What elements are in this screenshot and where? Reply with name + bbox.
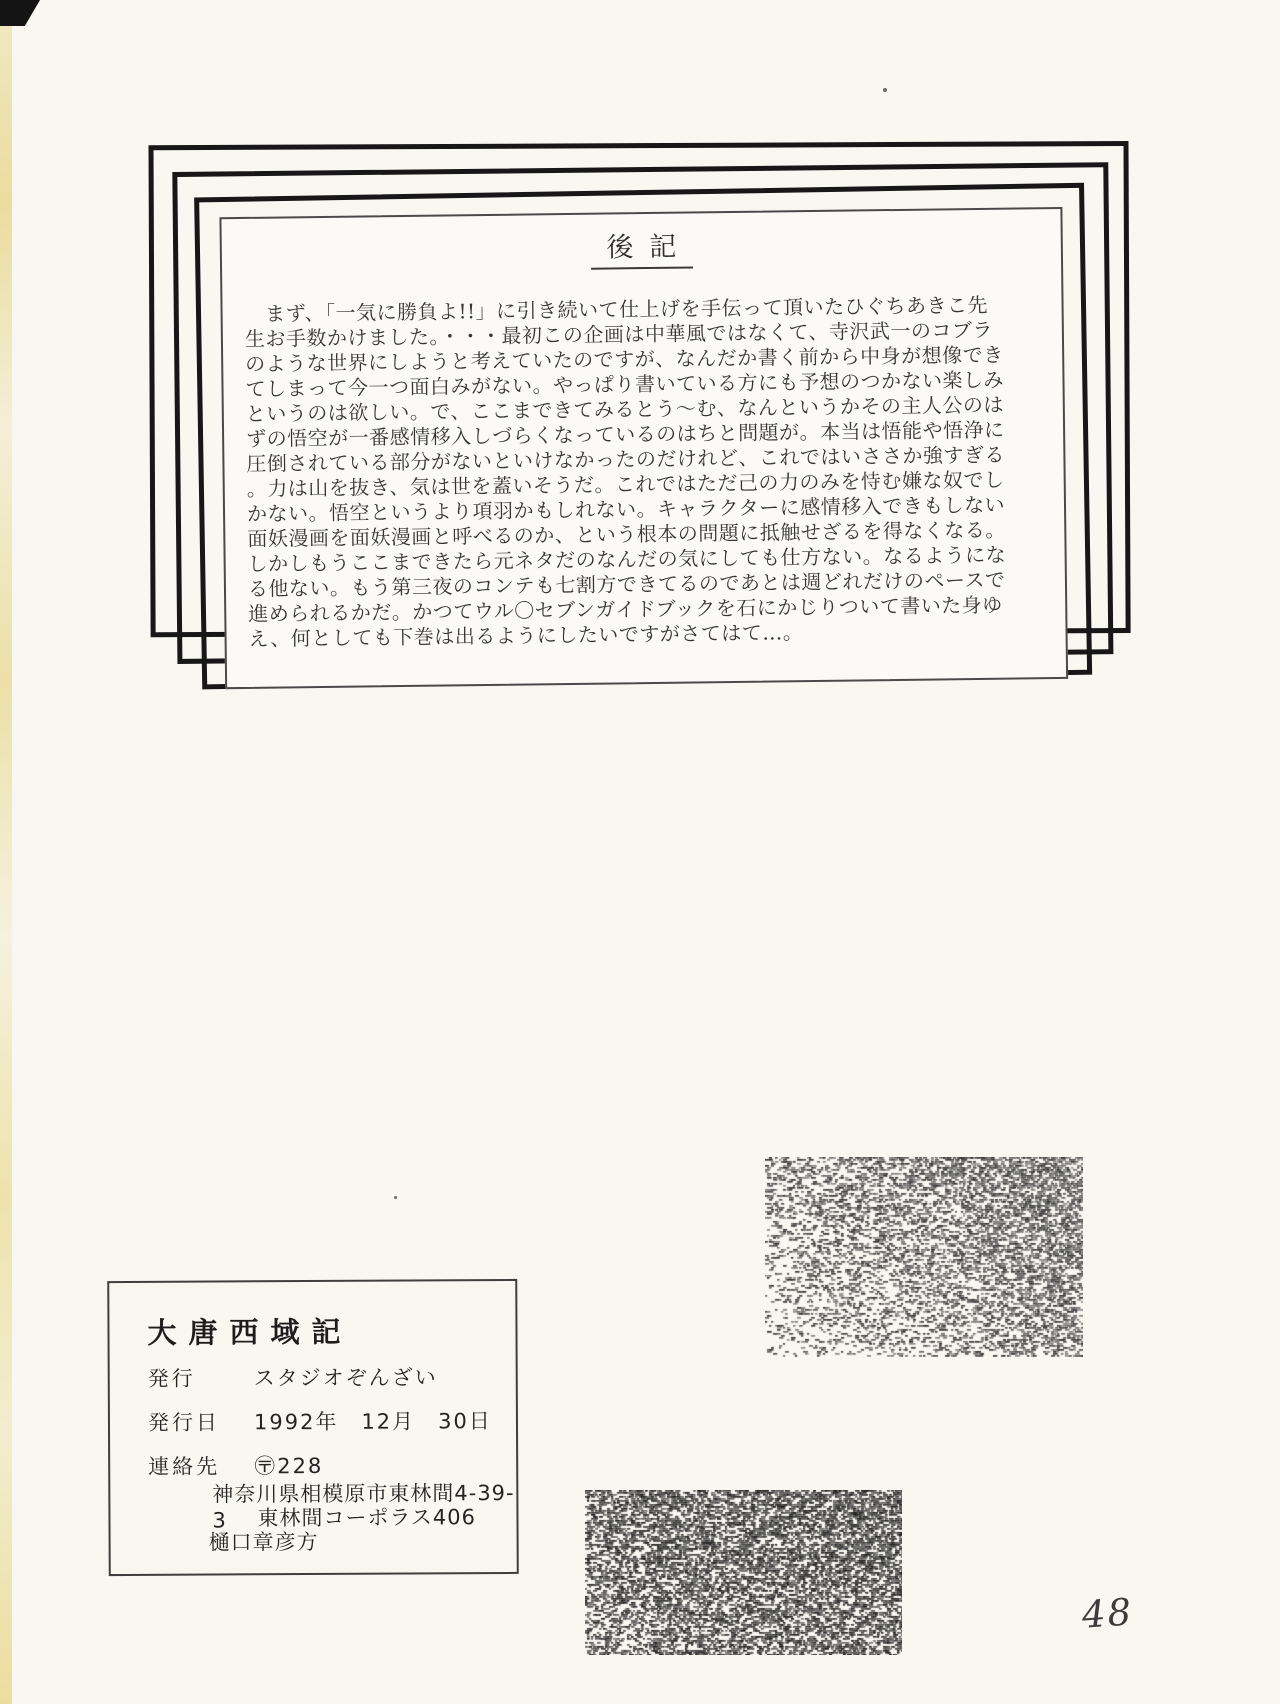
contact-label: 連絡先 <box>148 1454 221 1479</box>
afterword-frame-stack <box>137 134 1164 716</box>
publisher-value: スタジオぞんざい <box>253 1365 438 1391</box>
contact-address-line-3: 樋口章彦方 <box>208 1529 319 1555</box>
contact-postal-code: 〶228 <box>254 1453 324 1479</box>
scan-corner-artifact <box>0 0 40 26</box>
contact-address-line-2: 東林間コーポラス406 <box>257 1505 476 1531</box>
halftone-noise-image-top <box>765 1157 1083 1357</box>
scan-speck <box>883 88 887 92</box>
colophon-row-date <box>148 1405 492 1437</box>
publish-date-label: 発行日 <box>147 1410 221 1435</box>
halftone-noise-image-bottom <box>585 1490 902 1655</box>
colophon-row-publisher <box>148 1361 438 1393</box>
afterword-text-box <box>219 207 1068 689</box>
contact-address-line-1: 神奈川県相模原市東林間4-39-3 <box>212 1480 515 1533</box>
page-number: 48 <box>1080 1590 1135 1637</box>
publisher-label: 発行 <box>147 1366 196 1391</box>
scan-speck <box>394 1196 397 1199</box>
scan-edge-tint <box>0 0 12 1704</box>
colophon-row-contact <box>148 1450 323 1481</box>
colophon-title: 大唐西域記 <box>147 1314 353 1350</box>
afterword-title: 後記 <box>590 231 692 270</box>
publish-date-value: 1992年 12月 30日 <box>253 1409 492 1435</box>
afterword-body-text: まず、「一気に勝負よ!!」に引き続いて仕上げを手伝って頂いたひぐちあきこ先 生お手数かけました。・・・最初この企画は中華風ではなくて、寺沢武一のコブラ のような世界にしようと考えていたのですが、なんだか書く前から中身が想像でき てしまって今一つ面白みがない。やっぱり書いている方にも予想のつかない楽しみ というのは欲しい。で、ここまできてみるとう〜む、なんというかその主人公のは ずの悟空が一番感情移入しづらくなっているのはちと問題が。本当は悟能や悟浄に 圧倒されている部分がないといけなかったのだけれど、これではいささか強すぎる 。力は山を抜き、気は世を蓋いそうだ。これではただ己の力のみを恃む嫌な奴でし かない。悟空というより項羽かもしれない。キャラクターに感情移入できもしない 面妖漫画を面妖漫画と呼べるのか、という根本の問題に抵触せざるを得なくなる。 しかしもうここまできたら元ネタだのなんだの気にしても仕方ない。なるようにな る他ない。もう第三夜のコンテも七割方できてるのであとは週どれだけのペースで 進められるかだ。かつてウル〇セブンガイドブックを石にかじりついて書いた身ゆ え、何としても下巻は出るようにしたいですがさてはて…。 <box>244 293 1007 652</box>
colophon-box <box>107 1279 519 1576</box>
